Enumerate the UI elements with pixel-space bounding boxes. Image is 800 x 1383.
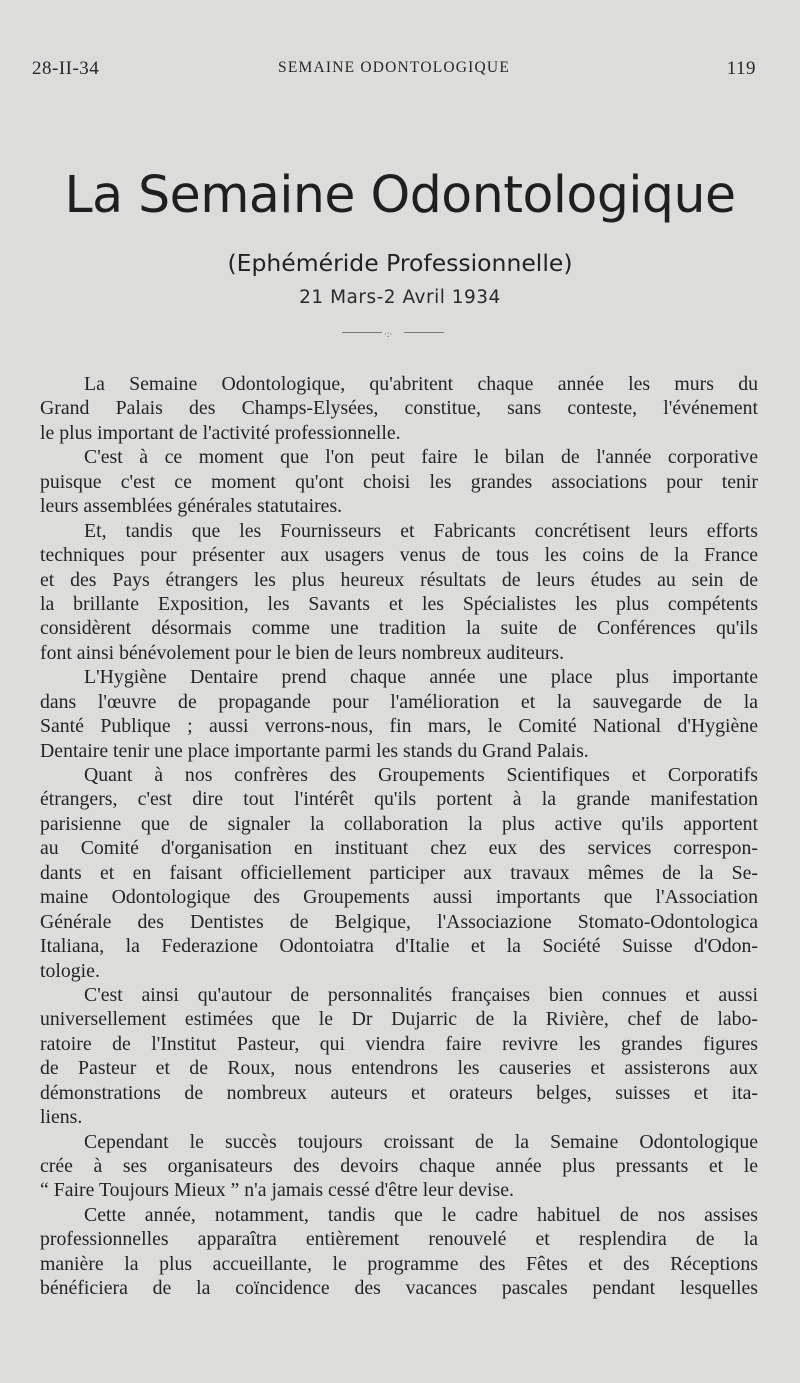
text-line: universellement estimées que le Dr Dujarric de la Rivière, chef de labo-	[40, 1008, 758, 1031]
text-line: Générale des Dentistes de Belgique, l'Associazione Stomato-Odontologica	[40, 910, 758, 933]
text-line: Quant à nos confrères des Groupements Scientifiques et Corporatifs	[84, 764, 758, 786]
text-line: “ Faire Toujours Mieux ” n'a jamais cessé d'être leur devise.	[40, 1179, 514, 1202]
text-line: bénéficiera de la coïncidence des vacances pascales pendant lesquelles	[40, 1277, 758, 1300]
text-line: le plus important de l'activité professionnelle.	[40, 421, 401, 444]
text-line: Cependant le succès toujours croissant de la Semaine Odontologique	[84, 1130, 758, 1153]
text-line: leurs assemblées générales statutaires.	[40, 495, 343, 518]
text-line: crée à ses organisateurs des devoirs chaque année plus pressants et le	[40, 1155, 758, 1177]
text-line: liens.	[40, 1106, 83, 1129]
text-line: techniques pour présenter aux usagers venus de tous les coins de la France	[40, 544, 758, 567]
text-line: démonstrations de nombreux auteurs et orateurs belges, suisses et ita-	[40, 1081, 758, 1104]
text-line: puisque c'est ce moment qu'ont choisi les grandes associations pour tenir	[40, 470, 758, 493]
text-line: dants et en faisant officiellement participer aux travaux mêmes de la Se-	[40, 861, 758, 884]
text-line: font ainsi bénévolement pour le bien de leurs nombreux auditeurs.	[40, 641, 565, 664]
text-line: La Semaine Odontologique, qu'abritent chaque année les murs du	[84, 373, 758, 395]
event-dates: 21 Mars-2 Avril 1934	[299, 287, 501, 308]
text-line: Grand Palais des Champs-Elysées, constitue, sans conteste, l'événement	[40, 397, 758, 420]
divider-ornament: ·:·	[384, 329, 393, 339]
text-line: professionnelles apparaîtra entièrement renouvelé et resplendira de la	[40, 1228, 758, 1251]
running-head	[32, 58, 756, 86]
text-line: ratoire de l'Institut Pasteur, qui viendra faire revivre les grandes figures	[40, 1032, 758, 1055]
text-line: Italiana, la Federazione Odontoiatra d'Italie et la Société Suisse d'Odon-	[40, 935, 758, 958]
text-line: C'est ainsi qu'autour de personnalités françaises bien connues et aussi	[84, 983, 758, 1006]
text-line: L'Hygiène Dentaire prend chaque année une place plus importante	[84, 666, 758, 689]
divider-rule-right	[404, 332, 444, 333]
text-line: parisienne que de signaler la collaboration la plus active qu'ils apportent	[40, 812, 758, 835]
text-line: Santé Publique ; aussi verrons-nous, fin mars, le Comité National d'Hygiène	[40, 715, 758, 738]
text-line: tologie.	[40, 959, 100, 982]
text-line: la brillante Exposition, les Savants et les Spécialistes les plus compétents	[40, 592, 758, 615]
text-line: maine Odontologique des Groupements aussi importants que l'Association	[40, 886, 758, 909]
text-line: manière la plus accueillante, le programme des Fêtes et des Réceptions	[40, 1252, 758, 1275]
text-line: et des Pays étrangers les plus heureux résultats de leurs études au sein de	[40, 568, 758, 591]
text-line: Et, tandis que les Fournisseurs et Fabricants concrétisent leurs efforts	[84, 519, 758, 542]
text-line: au Comité d'organisation en instituant chez eux des services correspon-	[40, 837, 758, 860]
article-body	[40, 372, 758, 1301]
article-title: La Semaine Odontologique	[64, 165, 736, 224]
divider-rule-left	[342, 332, 382, 333]
text-line: Cette année, notamment, tandis que le cadre habituel de nos assises	[84, 1203, 758, 1226]
article-subtitle: (Ephéméride Professionnelle)	[227, 249, 573, 277]
issue-date: 28-II-34	[32, 58, 100, 79]
text-line: C'est à ce moment que l'on peut faire le bilan de l'année corporative	[84, 446, 758, 469]
page-number: 119	[726, 58, 756, 79]
journal-name: SEMAINE ODONTOLOGIQUE	[278, 59, 510, 76]
ornament-divider	[0, 328, 800, 338]
text-line: considèrent désormais comme une tradition la suite de Conférences qu'ils	[40, 617, 758, 640]
text-line: de Pasteur et de Roux, nous entendrons les causeries et assisterons aux	[40, 1057, 758, 1080]
text-line: étrangers, c'est dire tout l'intérêt qu'ils portent à la grande manifestation	[40, 788, 758, 811]
text-line: dans l'œuvre de propagande pour l'amélioration et la sauvegarde de la	[40, 690, 758, 713]
text-line: Dentaire tenir une place importante parmi les stands du Grand Palais.	[40, 739, 589, 762]
